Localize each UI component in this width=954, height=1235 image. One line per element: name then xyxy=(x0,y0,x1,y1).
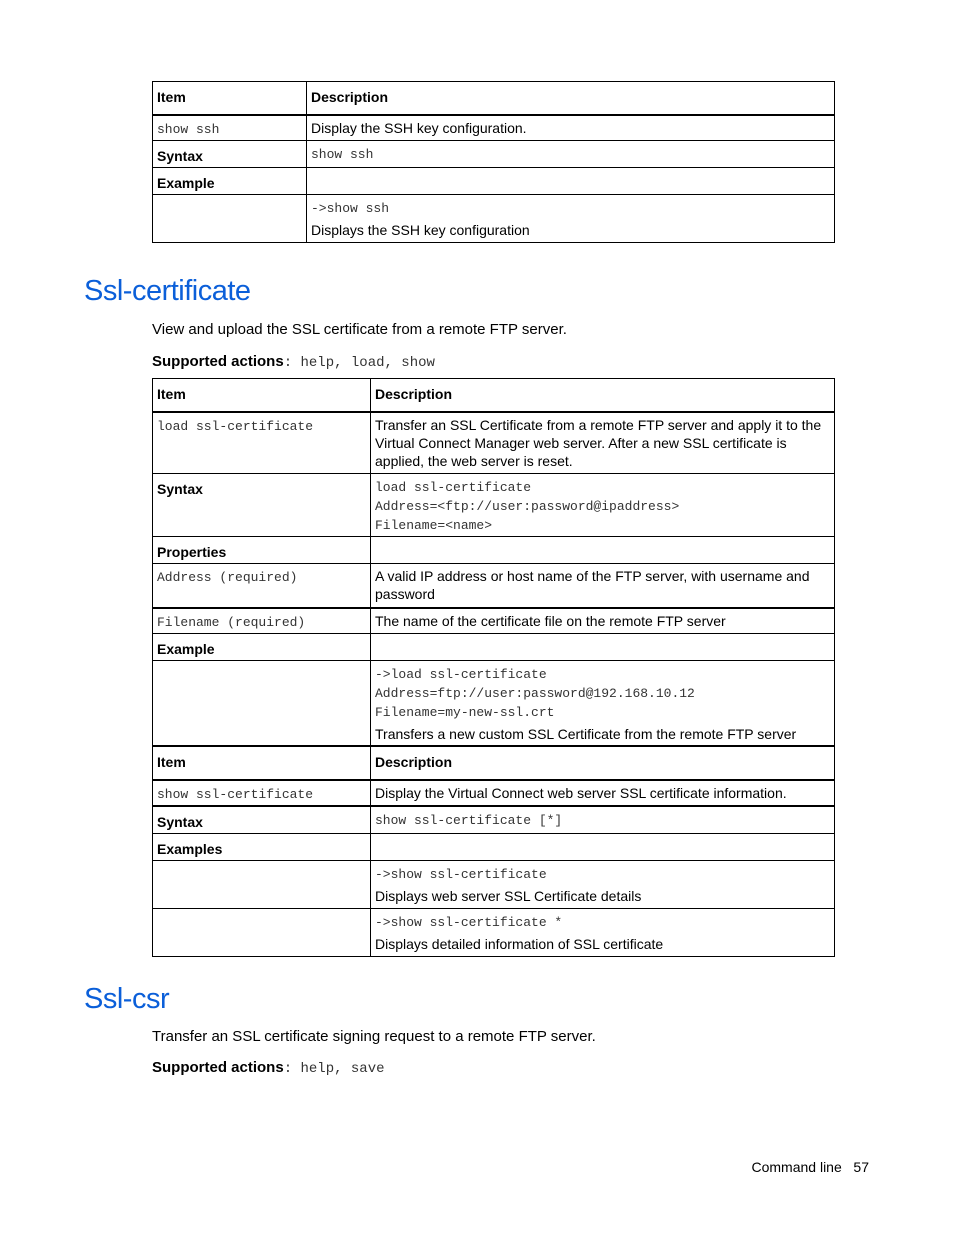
table-row xyxy=(153,564,835,608)
supported-actions xyxy=(152,1059,385,1077)
supported-actions-values: : help, save xyxy=(283,1061,385,1077)
footer-text: Command line xyxy=(751,1159,842,1175)
table-row xyxy=(153,634,835,661)
table-row xyxy=(153,860,835,908)
item-code: show ssl-certificate xyxy=(157,786,314,802)
table-row xyxy=(153,661,835,746)
row-label: Examples xyxy=(153,833,371,860)
item-description: Display the Virtual Connect web server SSL certificate information. xyxy=(375,784,787,801)
table-row xyxy=(153,908,835,956)
table-row xyxy=(153,412,835,474)
property-code: Address (required) xyxy=(157,570,298,585)
table-row xyxy=(153,474,835,537)
table-row xyxy=(153,141,835,168)
example-code: ->show ssh xyxy=(311,201,390,216)
table-row xyxy=(153,806,835,834)
example-description: Displays detailed information of SSL certificate xyxy=(375,935,664,952)
example-code: ->show ssl-certificate * xyxy=(375,914,563,930)
example-description: Displays the SSH key configuration xyxy=(311,222,530,238)
item-description: Transfer an SSL Certificate from a remote FTP server and apply it to the Virtual Connect Manager web server. After a new SSL certificate is applied, the web server is reset. xyxy=(375,416,822,469)
supported-actions-label: Supported actions xyxy=(152,1059,284,1076)
property-code: Filename (required) xyxy=(157,614,306,630)
table-row xyxy=(153,833,835,860)
example-description: Displays web server SSL Certificate details xyxy=(375,887,642,904)
table-row xyxy=(153,780,835,806)
show-ssl-certificate-table xyxy=(152,746,835,957)
load-ssl-certificate-table xyxy=(152,378,835,746)
column-header-description: Description xyxy=(307,82,835,115)
supported-actions-values: : help, load, show xyxy=(283,355,435,371)
column-header-description: Description xyxy=(371,747,835,780)
row-label: Syntax xyxy=(153,806,371,834)
syntax-code: load ssl-certificate Address=<ftp://user:password@ipaddress> Filename=<name> xyxy=(375,480,680,533)
supported-actions xyxy=(152,353,435,371)
section-title-ssl-certificate: Ssl-certificate xyxy=(84,275,251,307)
item-description: Display the SSH key configuration. xyxy=(311,119,527,136)
item-code: load ssl-certificate xyxy=(157,418,314,434)
row-label: Syntax xyxy=(153,141,307,168)
syntax-code: show ssl-certificate [*] xyxy=(375,812,563,828)
table-row xyxy=(153,608,835,634)
property-description: The name of the certificate file on the remote FTP server xyxy=(375,612,726,629)
supported-actions-label: Supported actions xyxy=(152,353,284,370)
column-header-item: Item xyxy=(153,82,307,115)
row-label: Syntax xyxy=(153,474,371,537)
example-description: Transfers a new custom SSL Certificate from the remote FTP server xyxy=(375,726,797,742)
item-code: show ssh xyxy=(157,121,220,137)
row-label: Example xyxy=(153,168,307,195)
section-intro: View and upload the SSL certificate from a remote FTP server. xyxy=(152,321,567,338)
example-code: ->show ssl-certificate xyxy=(375,866,547,882)
column-header-item: Item xyxy=(153,379,371,412)
table-row xyxy=(153,168,835,195)
ssh-table xyxy=(152,81,835,243)
column-header-item: Item xyxy=(153,747,371,780)
section-intro: Transfer an SSL certificate signing request to a remote FTP server. xyxy=(152,1028,596,1045)
row-label: Properties xyxy=(153,537,371,564)
table-row xyxy=(153,115,835,141)
property-description: A valid IP address or host name of the FTP server, with username and password xyxy=(375,568,810,602)
page-number: 57 xyxy=(853,1159,869,1175)
column-header-description: Description xyxy=(371,379,835,412)
table-row xyxy=(153,195,835,243)
section-title-ssl-csr: Ssl-csr xyxy=(84,983,170,1015)
example-code: ->load ssl-certificate Address=ftp://user:password@192.168.10.12 Filename=my-new-ssl.crt xyxy=(375,667,695,720)
row-label: Example xyxy=(153,634,371,661)
syntax-code: show ssh xyxy=(311,147,374,162)
table-row xyxy=(153,537,835,564)
page-footer xyxy=(751,1159,869,1175)
